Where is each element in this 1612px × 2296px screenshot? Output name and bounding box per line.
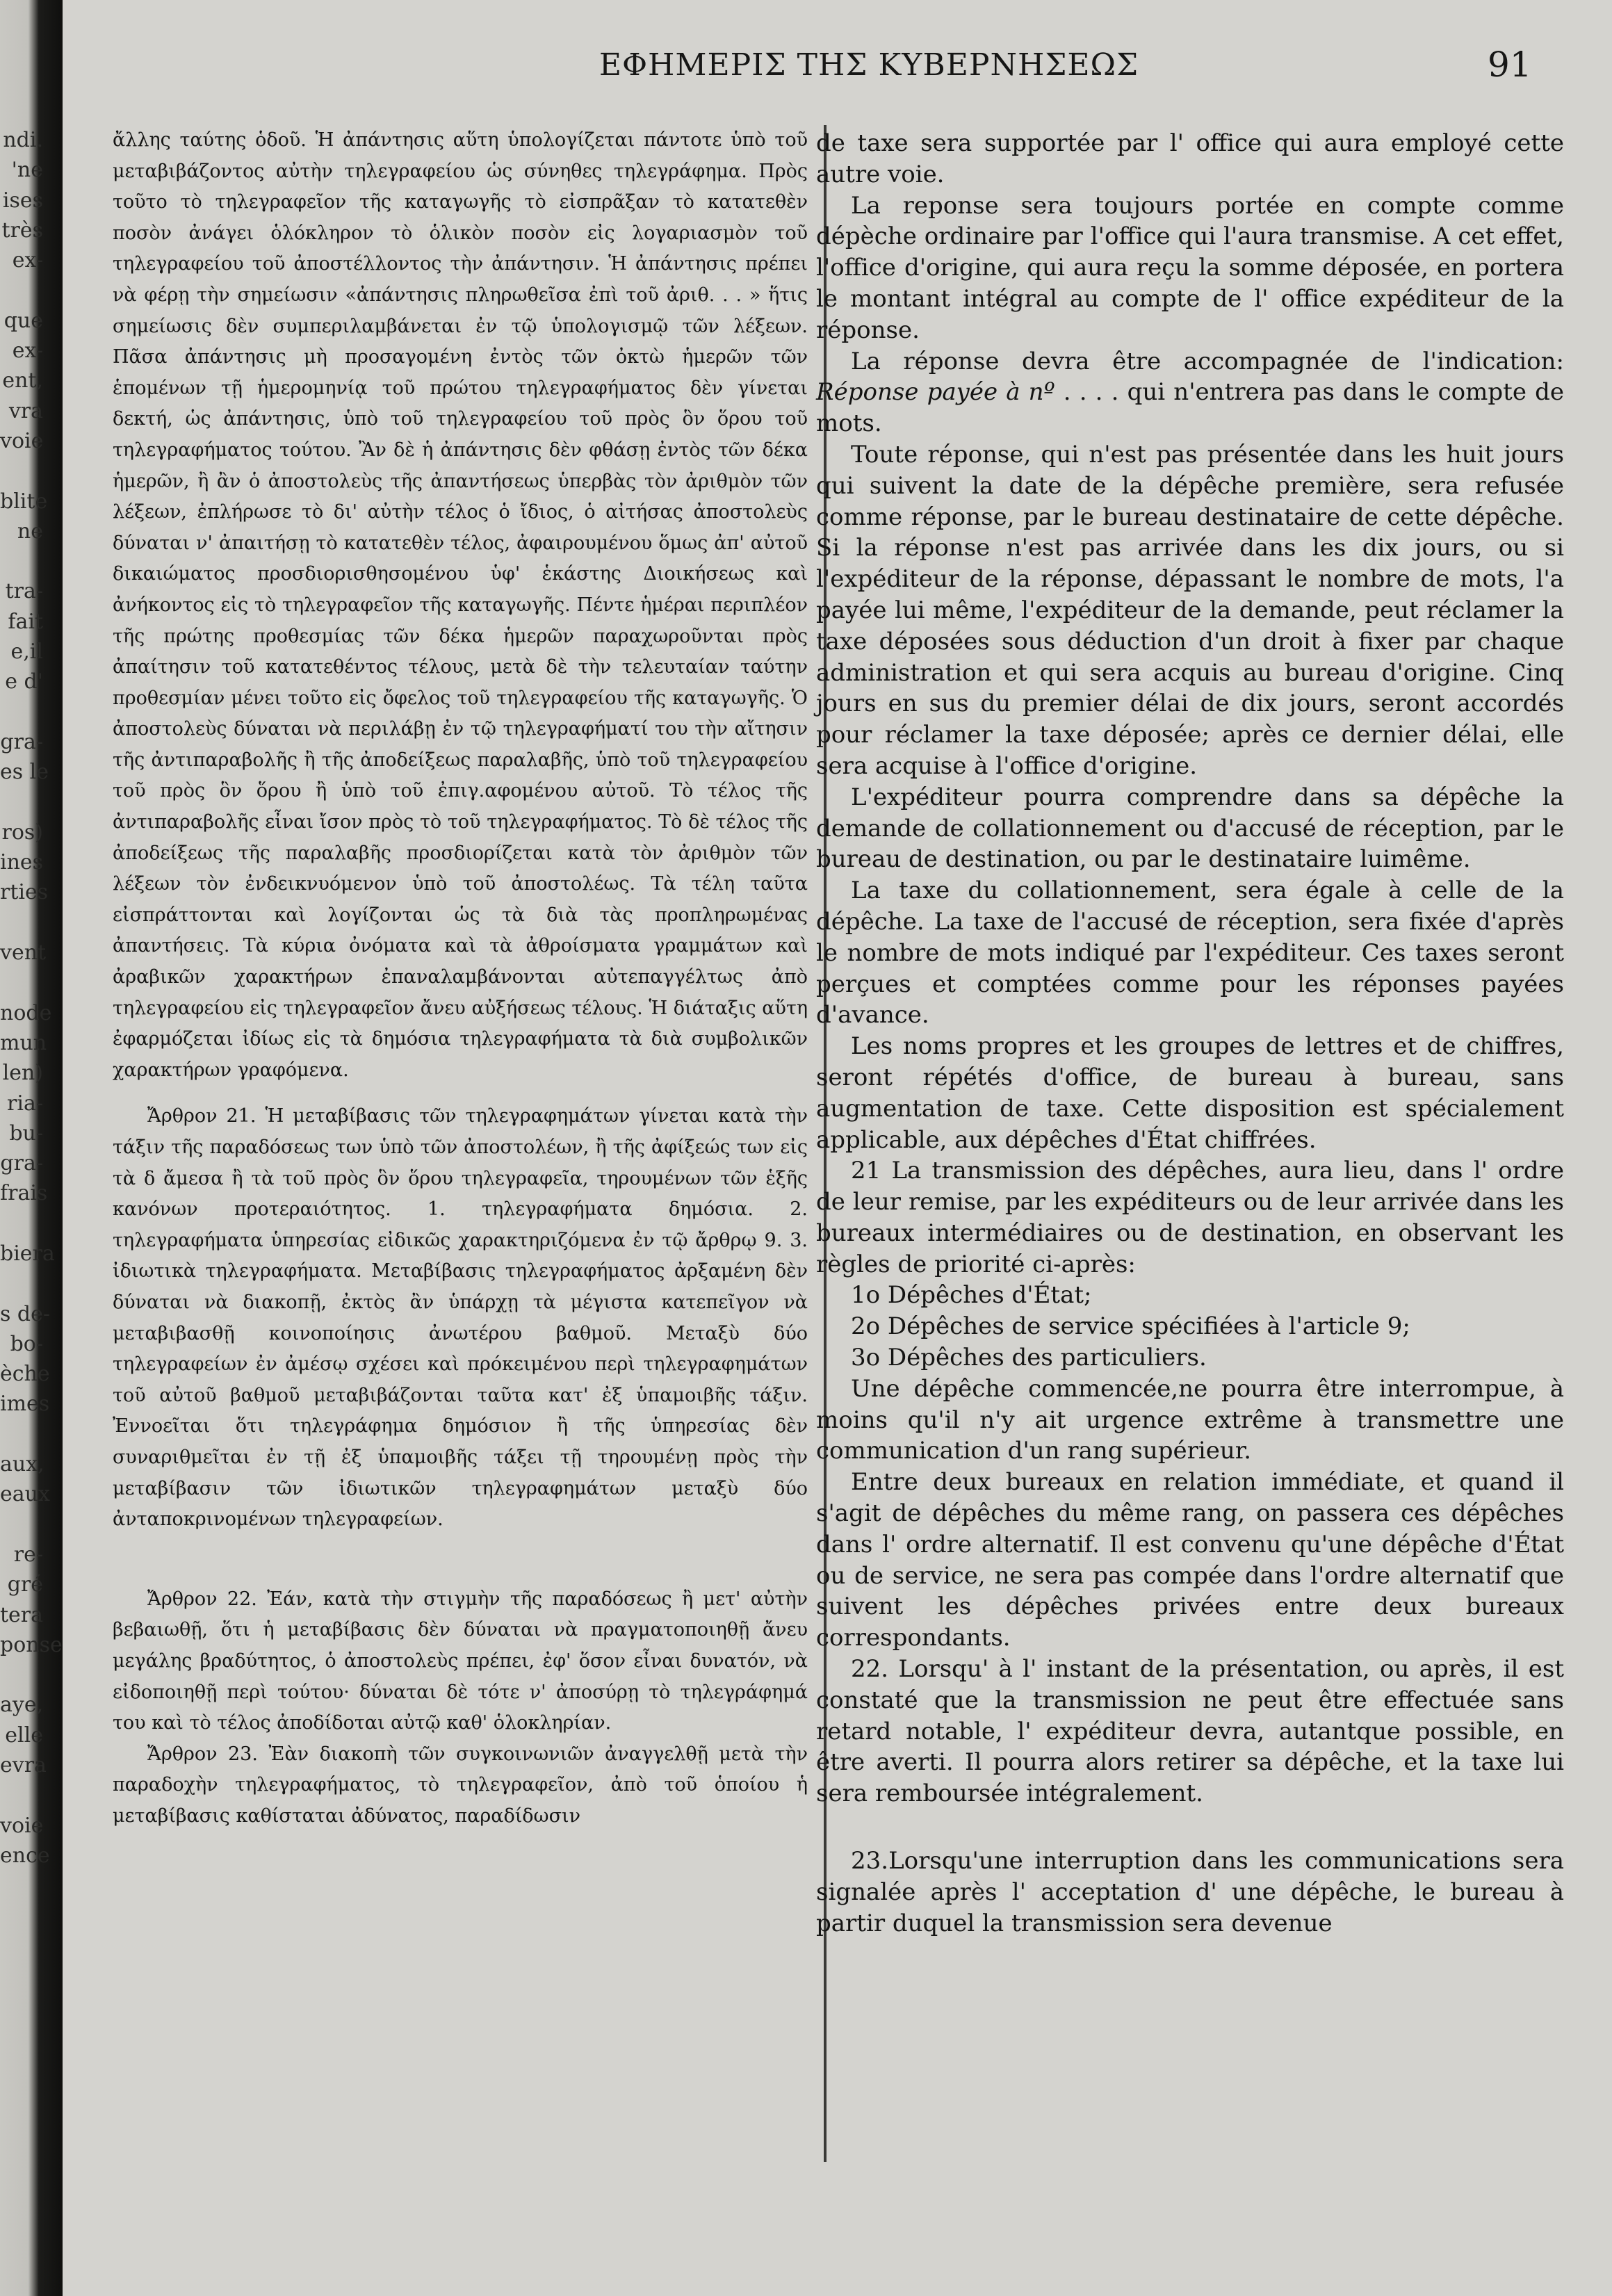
margin-fragment <box>0 968 43 998</box>
margin-fragment: 'ne <box>11 158 43 183</box>
french-article-23: 23.Lorsqu'une interruption dans les communications sera signalée après l' acceptation d' une dépêche, le bureau à partir duquel la transmission sera devenue <box>816 1847 1564 1937</box>
margin-fragment: tra- <box>5 579 43 604</box>
margin-fragment: ponse <box>0 1632 63 1657</box>
previous-page-margin <box>0 125 63 1871</box>
margin-fragment: que <box>3 308 43 333</box>
margin-fragment: imes <box>0 1392 50 1417</box>
margin-fragment: ne <box>17 519 43 544</box>
margin-fragment: ex- <box>12 248 43 273</box>
page-header-title: ΕΦΗΜΕΡΙΣ ΤΗΣ ΚΥΒΕΡΝΗΣΕΩΣ <box>599 47 1139 83</box>
french-paragraph: L'expéditeur pourra comprendre dans sa dépêche la demande de collationnement ou d'accusé de réception, par le bureau de destination, ou par le destinataire luimême. <box>816 783 1564 874</box>
margin-fragment: biera <box>0 1241 55 1266</box>
margin-fragment: èche <box>0 1362 50 1387</box>
margin-fragment: aye, <box>0 1693 44 1718</box>
margin-fragment: gré <box>7 1572 43 1597</box>
margin-fragment: tera <box>0 1602 44 1627</box>
french-paragraph: Toute réponse, qui n'est pas présentée dans les huit jours qui suivent la date de la dépêche première, sera refusée comme réponse, par le bureau destinataire de cette dépêche. Si la réponse n'est pas arrivée dans les dix jours, ou si l'expéditeur de la réponse, dépassant le nombre de mots, l'a payée lui même, l'expéditeur de la demande, peut réclamer la taxe déposées sous déduction d'un droit à fixer par chaque administration et qui sera acquis au bureau d'origine. Cinq jours en sus du premier délai de dix jours, seront accordés pour réclamer la taxe déposée; après ce dernier délai, elle sera acquise à l'office d'origine. <box>816 440 1564 780</box>
french-paragraph: La reponse sera toujours portée en compte comme dépèche ordinaire par l'office qui l'aura transmise. A cet effet, l'office d'origine, qui aura reçu la somme déposée, en portera le montant intégral au compte de l' office expéditeur de la réponse. <box>816 191 1564 344</box>
margin-fragment: s de- <box>0 1301 51 1326</box>
greek-article-22: Ἄρθρον 22. Ἐάν, κατὰ τὴν στιγμὴν τῆς παραδόσεως ἢ μετ' αὐτὴν βεβαιωθῇ, ὅτι ἡ μεταβίβασις δὲν δύναται νὰ πραγματοποιηθῇ ἄνευ μεγάλης βραδύτητος, ὁ ἀποστολεὺς πρέπει, ἐφ' ὅσον εἶναι δυνατόν, νὰ εἰδοποιηθῇ περὶ τούτου· δύναται δὲ τότε ν' ἀποσύρῃ τὸ τηλεγράφημά του καὶ τὸ τέλος ἀποδίδοται αὐτῷ καθ' ὁλοκληρίαν. <box>113 1588 808 1734</box>
margin-fragment: ence <box>0 1843 50 1868</box>
greek-column <box>113 125 808 1832</box>
reponse-payee-italic: Réponse payée à nº <box>816 378 1055 407</box>
french-list-item: 2o Dépêches de service spécifiées à l'article 9; <box>851 1312 1410 1341</box>
margin-fragment: node <box>0 1000 52 1025</box>
margin-fragment: ria- <box>7 1091 43 1116</box>
margin-fragment: frais <box>0 1181 48 1206</box>
margin-fragment: re- <box>13 1542 43 1567</box>
margin-fragment <box>0 275 43 305</box>
margin-fragment: evra <box>0 1753 47 1778</box>
margin-fragment: eaux <box>0 1482 50 1507</box>
margin-fragment: blite <box>0 489 48 514</box>
french-paragraph-indication <box>816 346 1564 439</box>
margin-fragment: bu- <box>9 1121 43 1146</box>
margin-fragment: vent <box>0 941 47 966</box>
margin-fragment: elle <box>5 1723 43 1748</box>
margin-fragment: bo- <box>10 1331 43 1356</box>
margin-fragment: rties <box>0 880 49 905</box>
margin-fragment <box>0 1269 43 1298</box>
french-article-21: 21 La transmission des dépêches, aura lieu, dans l' ordre de leur remise, par les expéditeurs ou de leur arrivée dans les bureaux intermédiaires ou de destination, en observant les règles de priorité ci-après: <box>816 1157 1564 1278</box>
margin-fragment: vra <box>8 398 43 423</box>
margin-fragment <box>0 1660 43 1690</box>
french-paragraph: La taxe du collationnement, sera égale à celle de la dépêche. La taxe de l'accusé de réception, sera fixée d'après le nombre de mots indiqué par l'expéditeur. Ces taxes seront perçues et comptées comme pour les réponses payées d'avance. <box>816 877 1564 1029</box>
margin-fragment: len) <box>2 1061 43 1086</box>
margin-fragment <box>0 1419 43 1449</box>
margin-fragment: voie <box>0 1813 44 1838</box>
french-paragraph-text: La réponse devra être accompagnée de l'indication: <box>851 347 1564 375</box>
margin-fragment: fait <box>8 609 43 634</box>
margin-fragment <box>0 908 43 938</box>
margin-fragment <box>0 1209 43 1239</box>
margin-fragment <box>0 546 43 576</box>
french-column <box>816 128 1564 1939</box>
margin-fragment: aux, <box>0 1452 44 1477</box>
margin-fragment: es le <box>0 760 49 785</box>
margin-fragment: gra- <box>0 729 43 754</box>
margin-fragment <box>0 456 43 486</box>
french-paragraph: Les noms propres et les groupes de lettres et de chiffres, seront répétés d'office, de bureau à bureau, sans augmentation de taxe. Cette disposition est spécialement applicable, aux dépêches d'État chiffrées. <box>816 1032 1564 1154</box>
french-list-item: 1o Dépêches d'État; <box>851 1281 1092 1310</box>
french-paragraph: de taxe sera supportée par l' office qui aura employé cette autre voie. <box>816 129 1564 188</box>
margin-fragment: ros) <box>1 820 43 845</box>
margin-fragment: ndi. <box>3 128 43 152</box>
margin-fragment: ises <box>2 188 43 213</box>
french-paragraph: Une dépêche commencée,ne pourra être interrompue, à moins qu'il n'y ait urgence extrême à transmettre une communication d'un rang supérieur. <box>816 1374 1564 1465</box>
margin-fragment <box>0 1510 43 1540</box>
margin-fragment: gra- <box>0 1151 43 1176</box>
greek-article-21: Ἄρθρον 21. Ἡ μεταβίβασις τῶν τηλεγραφημάτων γίνεται κατὰ τὴν τάξιν τῆς παραδόσεως των ὑπὸ τῶν ἀποστολέων, ἢ τῆς ἀφίξεώς των εἰς τὰ δ ἄμεσα ἢ τὰ τοῦ πρὸς ὃν ὅρου τηλεγραφεῖα, τηρουμένων τῶν ἑξῆς κανόνων προτεραιότητος. 1. τηλεγραφήματα δημόσια. 2. τηλεγραφήματα ὑπηρεσίας εἰδικῶς χαρακτηριζόμενα ἐν τῷ ἄρθρῳ 9. 3. ἰδιωτικὰ τηλεγραφήματα. Μεταβίβασις τηλεγραφήματος ἀρξαμένη δὲν δύναται νὰ διακοπῇ, ἐκτὸς ἂν ὑπάρχῃ τὰ μέγιστα κατεπεῖγον νὰ μεταβιβασθῇ κοινοποίησις ἀνωτέρου βαθμοῦ. Μεταξὺ δύο τηλεγραφείων ἐν ἀμέσῳ σχέσει καὶ πρόκειμένου περὶ τηλεγραφημάτων τοῦ αὐτοῦ βαθμοῦ μεταβιβάζονται ταῦτα κατ' ἐξ ὑπαμοιβῆς τάξιν. Ἐννοεῖται ὅτι τηλεγράφημα δημόσιον ἢ τῆς ὑπηρεσίας δὲν συναριθμεῖται ἐν τῇ ἐξ ὑπαμοιβῆς τάξει τῇ τηρουμένῃ πρὸς τὴν μεταβίβασιν τῶν ἰδιωτικῶν τηλεγραφημάτων μεταξὺ δύο ἀνταποκρινομένων τηλεγραφείων. <box>113 1105 808 1531</box>
french-list-item: 3o Dépêches des particuliers. <box>851 1344 1207 1372</box>
greek-paragraph: ἄλλης ταύτης ὁδοῦ. Ἡ ἀπάντησις αὕτη ὑπολογίζεται πάντοτε ὑπὸ τοῦ μεταβιβάζοντος αὐτὴν τηλεγραφείου ὡς σύνηθες τηλεγράφημα. Πρὸς τοῦτο τὸ τηλεγραφεῖον τῆς καταγωγῆς τὸ εἰσπρᾶξαν τὸ κατατεθὲν ποσὸν ἀνάγει ὁλόκληρον τὸ ὁλικὸν ποσὸν εἰς λογαριασμὸν τοῦ τηλεγραφείου τοῦ ἀποστέλλοντος τὴν ἀπάντησιν. Ἡ ἀπάντησις πρέπει νὰ φέρῃ τὴν σημείωσιν «ἀπάντησις πληρωθεῖσα ἐπὶ τοῦ ἀριθ. . . » ἥτις σημείωσις δὲν συμπεριλαμβάνεται ἐν τῷ ὑπολογισμῷ τῶν λέξεων. Πᾶσα ἀπάντησις μὴ προσαγομένη ἐντὸς τῶν ὀκτὼ ἡμερῶν τῶν ἑπομένων τῇ ἡμερομηνίᾳ τοῦ πρώτου τηλεγραφήματος δὲν γίνεται δεκτή, ὡς ἀπάντησις, ὑπὸ τοῦ τηλεγραφείου τοῦ πρὸς ὃν ὅρου τοῦ τηλεγραφήματος τούτου. Ἂν δὲ ἡ ἀπάντησις δὲν φθάσῃ ἐντὸς τῶν δέκα ἡμερῶν, ἢ ἂν ὁ ἀποστολεὺς τῆς ἀπαντήσεως ὑπερβὰς τὸν ἀριθμὸν τῶν λέξεων, ἐπλήρωσε τὸ δι' αὐτὴν τέλος ὁ ἴδιος, ὁ αἰτήσας ἀποστολεὺς δύναται ν' ἀπαιτήσῃ τὸ κατατεθὲν τέλος, ἀφαιρουμένου ὅμως ἀπ' αὐτοῦ δικαιώματος προσδιορισθησομένου ὑφ' ἑκάστης Διοικήσεως καὶ ἀνήκοντος εἰς τὸ τηλεγραφεῖον τῆς καταγωγῆς. Πέντε ἡμέραι περιπλέον τῆς πρώτης προθεσμίας τῶν δέκα ἡμερῶν παραχωροῦνται πρὸς ἀπαίτησιν τοῦ κατατεθέντος τέλους, μετὰ δὲ τὴν τελευταίαν ταύτην προθεσμίαν μένει τοῦτο εἰς ὄφελος τοῦ τηλεγραφείου τῆς καταγωγῆς. Ὁ ἀποστολεὺς δύναται νὰ περιλάβῃ ἐν τῷ τηλεγραφήματί του τὴν αἴτησιν τῆς ἀντιπαραβολῆς ἢ τῆς ἀποδείξεως παραλαβῆς, ὑπὸ τοῦ τηλεγραφείου τοῦ πρὸς ὃν ὅρου ἢ ὑπὸ τοῦ ἐπιγ.αφομένου αὐτοῦ. Τὸ τέλος τῆς ἀντιπαραβολῆς εἶναι ἴσον πρὸς τὸ τοῦ τηλεγραφήματος. Τὸ δὲ τέλος τῆς ἀποδείξεως τῆς παραλαβῆς προσδιορίζεται κατὰ τὸν ἀριθμὸν τῶν λέξεων τὸν ἐνδεικνυόμενον ὑπὸ τοῦ ἀποστολέως. Τὰ τέλη ταῦτα εἰσπράττονται καὶ λογίζονται ὡς τὰ διὰ τὰς προπληρωμένας ἀπαντήσεις. Τὰ κύρια ὀνόματα καὶ τὰ ἀθροίσματα γραμμάτων καὶ ἀραβικῶν χαρακτήρων ἐπαναλαμβάνονται αὐτεπαγγέλτως ἀπὸ τηλεγραφείου εἰς τηλεγραφεῖον ἄνευ αὐξήσεως τέλους. Ἡ διάταξις αὕτη ἐφαρμόζεται ἰδίως εἰς τὰ δημόσια τηλεγραφήματα τὰ διὰ συμβολικῶν χαρακτήρων γραφόμενα. <box>113 129 808 1081</box>
margin-fragment: ex- <box>12 339 43 364</box>
margin-fragment <box>0 697 43 727</box>
french-paragraph: Entre deux bureaux en relation immédiate, et quand il s'agit de dépêches du même rang, on passera ces dépêches dans l' ordre alternatif. Il est convenu qu'une dépêche d'État ou de service, ne sera pas compée dans l'ordre alternatif que suivent les dépêches privées entre deux bureaux correspondants. <box>816 1468 1564 1652</box>
margin-fragment: e,il <box>10 640 43 665</box>
margin-fragment: très <box>1 218 43 243</box>
margin-fragment <box>0 1780 43 1810</box>
margin-fragment: voie <box>0 428 44 453</box>
margin-fragment: e d' <box>5 669 43 694</box>
french-article-22: 22. Lorsqu' à l' instant de la présentation, ou après, il est constaté que la transmission ne peut être effectuée sans retard notable, l' expéditeur devra, autantque possible, en être averti. Il pourra alors retirer sa dépêche, et la taxe lui sera remboursée intégralement. <box>816 1655 1564 1808</box>
page-number: 91 <box>1488 44 1532 85</box>
greek-article-23: Ἄρθρον 23. Ἐὰν διακοπὴ τῶν συγκοινωνιῶν ἀναγγελθῇ μετὰ τὴν παραδοχὴν τηλεγραφήματος, τὸ τηλεγραφεῖον, ἀπὸ τοῦ ὁποίου ἡ μεταβίβασις καθίσταται ἀδύνατος, παραδίδωσιν <box>113 1743 808 1827</box>
margin-fragment: ines <box>0 850 44 875</box>
margin-fragment: ent, <box>2 368 43 393</box>
french-paragraph-text: . . . . qui n'entrera pas dans le compte de mots. <box>816 378 1564 438</box>
margin-fragment <box>0 788 43 817</box>
margin-fragment: mun <box>0 1030 47 1055</box>
